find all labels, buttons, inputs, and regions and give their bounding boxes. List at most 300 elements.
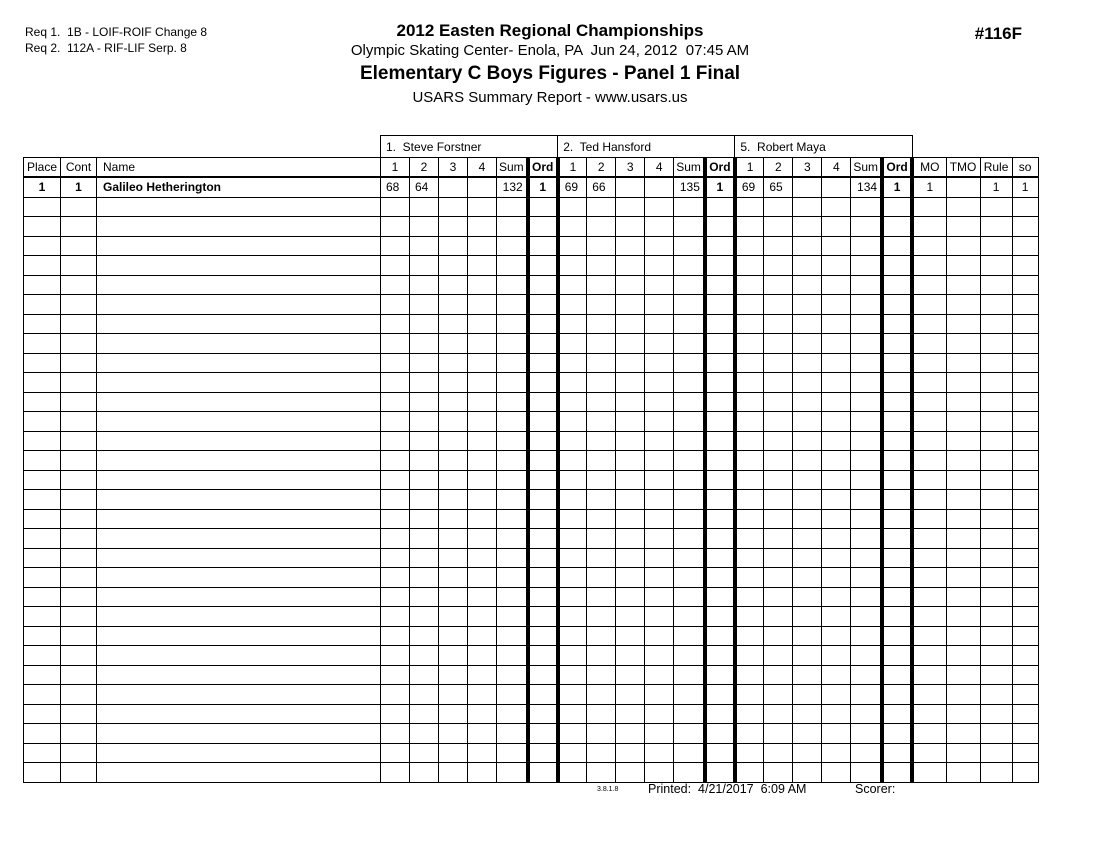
- judge2-sum-cell: [674, 685, 705, 705]
- judge1-ord-cell: 1: [528, 177, 558, 197]
- so-cell: [1012, 295, 1038, 315]
- judge2-score4-cell: [645, 392, 674, 412]
- judge2-ord-cell: [705, 685, 735, 705]
- judge3-score3-cell: [793, 626, 822, 646]
- place-cell: 1: [24, 177, 61, 197]
- judge1-sum-cell: [497, 334, 528, 354]
- judge3-sum-cell: [851, 763, 882, 783]
- judge3-sum-cell: [851, 451, 882, 471]
- judge2-sum-cell: [674, 490, 705, 510]
- judge2-score2-cell: [587, 568, 616, 588]
- judge3-sum-cell: [851, 743, 882, 763]
- judge3-ord-cell: [882, 217, 912, 237]
- judge1-score3-cell: [439, 353, 468, 373]
- judge3-score4-cell: [822, 548, 851, 568]
- judge2-score3-cell: [616, 763, 645, 783]
- empty-table-row: [24, 275, 1039, 295]
- scorer-label: Scorer:: [855, 782, 896, 796]
- judge1-score4-cell: [468, 314, 497, 334]
- judge2-ord-cell: [705, 353, 735, 373]
- rule-cell: [980, 412, 1012, 432]
- judge2-ord-cell: [705, 334, 735, 354]
- judge3-score2-cell: [764, 451, 793, 471]
- judge2-ord-cell: [705, 626, 735, 646]
- rule-cell: [980, 607, 1012, 627]
- judge1-sum-cell: [497, 626, 528, 646]
- judge1-sum-cell: [497, 295, 528, 315]
- cont-cell: [61, 704, 97, 724]
- judge1-score1-cell: [381, 665, 410, 685]
- judge3-ord-cell: [882, 295, 912, 315]
- judge3-sum-cell: [851, 646, 882, 666]
- empty-table-row: [24, 607, 1039, 627]
- mo-cell: [912, 353, 946, 373]
- judge1-score2-cell: [410, 704, 439, 724]
- name-cell: [97, 295, 381, 315]
- judge3-sum-cell: [851, 275, 882, 295]
- judge2-sum-cell: [674, 392, 705, 412]
- judge1-score1-cell: [381, 470, 410, 490]
- judge3-sum-cell: 134: [851, 177, 882, 197]
- judge3-score3-cell: [793, 743, 822, 763]
- judge1-sum-cell: [497, 373, 528, 393]
- rule-cell: [980, 353, 1012, 373]
- judge3-score4-cell: [822, 724, 851, 744]
- cont-cell: [61, 548, 97, 568]
- empty-table-row: [24, 353, 1039, 373]
- mo-cell: [912, 314, 946, 334]
- judge2-score3-cell: [616, 646, 645, 666]
- judge3-score3-cell: [793, 607, 822, 627]
- name-cell: [97, 646, 381, 666]
- judge2-score4-cell: [645, 763, 674, 783]
- judge1-sum-cell: [497, 431, 528, 451]
- judge3-score4-cell: [822, 197, 851, 217]
- judge1-score3-cell: [439, 529, 468, 549]
- championship-title: 2012 Easten Regional Championships: [396, 21, 704, 40]
- so-cell: [1012, 431, 1038, 451]
- judge2-ord-cell: [705, 412, 735, 432]
- name-cell: [97, 451, 381, 471]
- cont-cell: [61, 431, 97, 451]
- tmo-cell: [946, 334, 980, 354]
- judge3-sum-cell: [851, 548, 882, 568]
- empty-table-row: [24, 685, 1039, 705]
- judge1-score2-cell: [410, 217, 439, 237]
- judge1-ord-cell: [528, 607, 558, 627]
- judge2-sum-cell: [674, 412, 705, 432]
- judge1-score3-cell: [439, 626, 468, 646]
- judge1-score3-cell: [439, 256, 468, 276]
- judge1-sum-cell: 132: [497, 177, 528, 197]
- judge2-score1-cell: [558, 724, 587, 744]
- rule-cell: [980, 392, 1012, 412]
- mo-cell: [912, 704, 946, 724]
- judge1-score3-cell: [439, 431, 468, 451]
- judge3-score4-cell: [822, 646, 851, 666]
- judge-row-right-filler: [912, 136, 1038, 158]
- empty-table-row: [24, 217, 1039, 237]
- empty-table-row: [24, 197, 1039, 217]
- judge1-sum-cell: [497, 763, 528, 783]
- judge3-score3-cell: [793, 431, 822, 451]
- judge3-score1-cell: [735, 490, 764, 510]
- header-cont: Cont: [61, 158, 97, 178]
- judge1-sum-cell: [497, 392, 528, 412]
- judge1-score4-cell: [468, 743, 497, 763]
- judge1-score4-cell: [468, 217, 497, 237]
- cont-cell: [61, 334, 97, 354]
- judge3-ord-cell: [882, 529, 912, 549]
- cont-cell: 1: [61, 177, 97, 197]
- rule-cell: [980, 646, 1012, 666]
- judge3-ord-cell: [882, 314, 912, 334]
- judge2-score3-cell: [616, 217, 645, 237]
- judge1-score2-cell: [410, 587, 439, 607]
- empty-table-row: [24, 412, 1039, 432]
- judge2-sum-cell: [674, 626, 705, 646]
- judge3-score4-cell: [822, 373, 851, 393]
- judge1-sum-cell: [497, 490, 528, 510]
- score-table: [23, 135, 1039, 783]
- judge3-score4-cell: [822, 177, 851, 197]
- header-tmo: TMO: [946, 158, 980, 178]
- rule-cell: [980, 470, 1012, 490]
- name-cell: [97, 626, 381, 646]
- judge1-score2-cell: [410, 568, 439, 588]
- judge1-score2-cell: [410, 256, 439, 276]
- judge1-score2-cell: [410, 431, 439, 451]
- judge2-score2-cell: [587, 217, 616, 237]
- judge3-ord-cell: [882, 704, 912, 724]
- judge3-score1-cell: [735, 704, 764, 724]
- judge3-score2-cell: [764, 763, 793, 783]
- judge3-score4-cell: [822, 334, 851, 354]
- judge2-sum-cell: [674, 334, 705, 354]
- tmo-cell: [946, 665, 980, 685]
- judge2-sum-cell: [674, 646, 705, 666]
- header-judge2-ord: Ord: [705, 158, 735, 178]
- judge2-ord-cell: [705, 490, 735, 510]
- judge1-sum-cell: [497, 509, 528, 529]
- judge3-ord-cell: [882, 334, 912, 354]
- judge2-score1-cell: [558, 256, 587, 276]
- judge2-score1-cell: [558, 334, 587, 354]
- judge1-score1-cell: [381, 334, 410, 354]
- judge2-sum-cell: [674, 568, 705, 588]
- judge2-score1-cell: [558, 685, 587, 705]
- judge3-score2-cell: [764, 529, 793, 549]
- judge3-score1-cell: [735, 236, 764, 256]
- judge2-ord-cell: 1: [705, 177, 735, 197]
- judge-names-row: [24, 136, 1039, 158]
- tmo-cell: [946, 412, 980, 432]
- judge2-sum-cell: [674, 256, 705, 276]
- empty-table-row: [24, 373, 1039, 393]
- judge1-score2-cell: [410, 451, 439, 471]
- judge2-score2-cell: [587, 275, 616, 295]
- judge1-score4-cell: [468, 509, 497, 529]
- judge2-score2-cell: [587, 295, 616, 315]
- judge1-sum-cell: [497, 587, 528, 607]
- judge1-score4-cell: [468, 275, 497, 295]
- place-cell: [24, 217, 61, 237]
- judge1-score1-cell: [381, 236, 410, 256]
- judge2-sum-cell: [674, 724, 705, 744]
- judge1-ord-cell: [528, 626, 558, 646]
- judge2-score3-cell: [616, 470, 645, 490]
- place-cell: [24, 412, 61, 432]
- rule-cell: [980, 665, 1012, 685]
- judge1-sum-cell: [497, 607, 528, 627]
- name-cell: [97, 490, 381, 510]
- judge1-sum-cell: [497, 353, 528, 373]
- judge3-score1-cell: [735, 509, 764, 529]
- judge3-score1-cell: [735, 724, 764, 744]
- judge1-ord-cell: [528, 763, 558, 783]
- judge3-score2-cell: [764, 314, 793, 334]
- so-cell: [1012, 236, 1038, 256]
- judge1-score4-cell: [468, 392, 497, 412]
- judge3-score2-cell: [764, 724, 793, 744]
- judge2-score1-cell: [558, 587, 587, 607]
- judge3-score1-cell: [735, 373, 764, 393]
- judge1-ord-cell: [528, 587, 558, 607]
- header-judge1-sum: Sum: [497, 158, 528, 178]
- tmo-cell: [946, 314, 980, 334]
- judge2-score3-cell: [616, 704, 645, 724]
- report-type-line: USARS Summary Report - www.usars.us: [412, 89, 688, 106]
- rule-cell: [980, 490, 1012, 510]
- empty-table-row: [24, 236, 1039, 256]
- so-cell: [1012, 217, 1038, 237]
- judge3-score2-cell: [764, 665, 793, 685]
- judge3-score4-cell: [822, 470, 851, 490]
- judge1-score1-cell: [381, 587, 410, 607]
- judge1-ord-cell: [528, 217, 558, 237]
- tmo-cell: [946, 724, 980, 744]
- judge3-score2-cell: 65: [764, 177, 793, 197]
- judge2-score2-cell: [587, 704, 616, 724]
- judge3-ord-cell: [882, 275, 912, 295]
- judge2-score3-cell: [616, 626, 645, 646]
- judge3-score1-cell: [735, 626, 764, 646]
- judge2-sum-cell: [674, 431, 705, 451]
- judge1-ord-cell: [528, 197, 558, 217]
- judge2-sum-cell: [674, 275, 705, 295]
- empty-table-row: [24, 470, 1039, 490]
- tmo-cell: [946, 490, 980, 510]
- tmo-cell: [946, 451, 980, 471]
- judge3-score4-cell: [822, 587, 851, 607]
- judge3-score4-cell: [822, 568, 851, 588]
- tmo-cell: [946, 587, 980, 607]
- so-cell: [1012, 197, 1038, 217]
- judge2-score3-cell: [616, 509, 645, 529]
- judge2-score3-cell: [616, 236, 645, 256]
- judge1-score3-cell: [439, 177, 468, 197]
- judge2-score4-cell: [645, 470, 674, 490]
- judge2-score1-cell: [558, 470, 587, 490]
- tmo-cell: [946, 295, 980, 315]
- judge2-score4-cell: [645, 373, 674, 393]
- mo-cell: [912, 470, 946, 490]
- table-row: [24, 177, 1039, 197]
- judge3-score2-cell: [764, 685, 793, 705]
- judge1-ord-cell: [528, 529, 558, 549]
- judge1-sum-cell: [497, 685, 528, 705]
- judge3-score2-cell: [764, 236, 793, 256]
- mo-cell: [912, 665, 946, 685]
- rule-cell: [980, 373, 1012, 393]
- judge2-ord-cell: [705, 646, 735, 666]
- judge3-sum-cell: [851, 431, 882, 451]
- judge3-score2-cell: [764, 626, 793, 646]
- judge1-score2-cell: [410, 334, 439, 354]
- rule-cell: [980, 548, 1012, 568]
- header-judge3-1: 1: [735, 158, 764, 178]
- judge3-score2-cell: [764, 704, 793, 724]
- judge1-score2-cell: [410, 392, 439, 412]
- place-cell: [24, 373, 61, 393]
- judge1-ord-cell: [528, 295, 558, 315]
- judge1-sum-cell: [497, 314, 528, 334]
- judge3-sum-cell: [851, 256, 882, 276]
- judge3-score4-cell: [822, 217, 851, 237]
- judge2-score4-cell: [645, 217, 674, 237]
- judge2-score1-cell: [558, 392, 587, 412]
- judge3-score3-cell: [793, 197, 822, 217]
- judge1-score2-cell: [410, 197, 439, 217]
- judge1-score4-cell: [468, 177, 497, 197]
- so-cell: [1012, 607, 1038, 627]
- judge1-score2-cell: [410, 763, 439, 783]
- judge3-score3-cell: [793, 217, 822, 237]
- judge3-score2-cell: [764, 568, 793, 588]
- judge2-score2-cell: [587, 373, 616, 393]
- judge1-score4-cell: [468, 724, 497, 744]
- judge1-sum-cell: [497, 724, 528, 744]
- judge3-score4-cell: [822, 704, 851, 724]
- cont-cell: [61, 743, 97, 763]
- judge1-score1-cell: [381, 607, 410, 627]
- name-cell: [97, 529, 381, 549]
- judge2-ord-cell: [705, 529, 735, 549]
- judge3-sum-cell: [851, 665, 882, 685]
- so-cell: [1012, 763, 1038, 783]
- rule-cell: [980, 724, 1012, 744]
- empty-table-row: [24, 548, 1039, 568]
- mo-cell: [912, 646, 946, 666]
- mo-cell: [912, 490, 946, 510]
- judge3-score2-cell: [764, 256, 793, 276]
- judge2-score4-cell: [645, 724, 674, 744]
- judge2-score1-cell: [558, 353, 587, 373]
- judge3-ord-cell: [882, 412, 912, 432]
- judge1-score1-cell: [381, 256, 410, 276]
- place-cell: [24, 724, 61, 744]
- judge2-ord-cell: [705, 431, 735, 451]
- judge3-score1-cell: [735, 334, 764, 354]
- judge2-score3-cell: [616, 177, 645, 197]
- judge1-score1-cell: [381, 724, 410, 744]
- place-cell: [24, 743, 61, 763]
- judge3-score1-cell: [735, 275, 764, 295]
- judge1-sum-cell: [497, 646, 528, 666]
- judge3-ord-cell: [882, 256, 912, 276]
- name-cell: [97, 763, 381, 783]
- judge3-sum-cell: [851, 685, 882, 705]
- judge1-score2-cell: [410, 685, 439, 705]
- judge2-score2-cell: [587, 529, 616, 549]
- judge1-score1-cell: [381, 431, 410, 451]
- rule-cell: [980, 275, 1012, 295]
- judge3-ord-cell: [882, 490, 912, 510]
- mo-cell: [912, 295, 946, 315]
- cont-cell: [61, 607, 97, 627]
- judge3-score1-cell: [735, 392, 764, 412]
- judge1-score3-cell: [439, 275, 468, 295]
- judge2-sum-cell: [674, 529, 705, 549]
- judge1-ord-cell: [528, 353, 558, 373]
- empty-table-row: [24, 665, 1039, 685]
- name-cell: [97, 314, 381, 334]
- judge2-score1-cell: [558, 626, 587, 646]
- judge3-score3-cell: [793, 509, 822, 529]
- judge2-ord-cell: [705, 509, 735, 529]
- header-judge2-4: 4: [645, 158, 674, 178]
- so-cell: [1012, 353, 1038, 373]
- judge1-score3-cell: [439, 314, 468, 334]
- judge1-score2-cell: 64: [410, 177, 439, 197]
- judge3-score3-cell: [793, 763, 822, 783]
- header-judge2-2: 2: [587, 158, 616, 178]
- judge2-score4-cell: [645, 431, 674, 451]
- judge3-score3-cell: [793, 685, 822, 705]
- judge1-score3-cell: [439, 392, 468, 412]
- empty-table-row: [24, 626, 1039, 646]
- rule-cell: [980, 431, 1012, 451]
- judge2-score1-cell: 69: [558, 177, 587, 197]
- judge2-score4-cell: [645, 548, 674, 568]
- so-cell: [1012, 626, 1038, 646]
- judge1-score3-cell: [439, 548, 468, 568]
- cont-cell: [61, 626, 97, 646]
- header-name: Name: [97, 158, 381, 178]
- mo-cell: [912, 275, 946, 295]
- judge2-ord-cell: [705, 704, 735, 724]
- judge1-score4-cell: [468, 548, 497, 568]
- rule-cell: [980, 568, 1012, 588]
- judge2-score3-cell: [616, 373, 645, 393]
- judge2-score2-cell: [587, 236, 616, 256]
- judge2-score3-cell: [616, 724, 645, 744]
- judge2-score4-cell: [645, 295, 674, 315]
- so-cell: [1012, 665, 1038, 685]
- judge1-score3-cell: [439, 334, 468, 354]
- judge1-score4-cell: [468, 763, 497, 783]
- judge2-score4-cell: [645, 314, 674, 334]
- judge3-score2-cell: [764, 412, 793, 432]
- rule-cell: [980, 217, 1012, 237]
- judge1-score2-cell: [410, 724, 439, 744]
- judge3-score3-cell: [793, 334, 822, 354]
- place-cell: [24, 392, 61, 412]
- judge3-score3-cell: [793, 177, 822, 197]
- tmo-cell: [946, 217, 980, 237]
- judge1-ord-cell: [528, 743, 558, 763]
- judge1-score2-cell: [410, 665, 439, 685]
